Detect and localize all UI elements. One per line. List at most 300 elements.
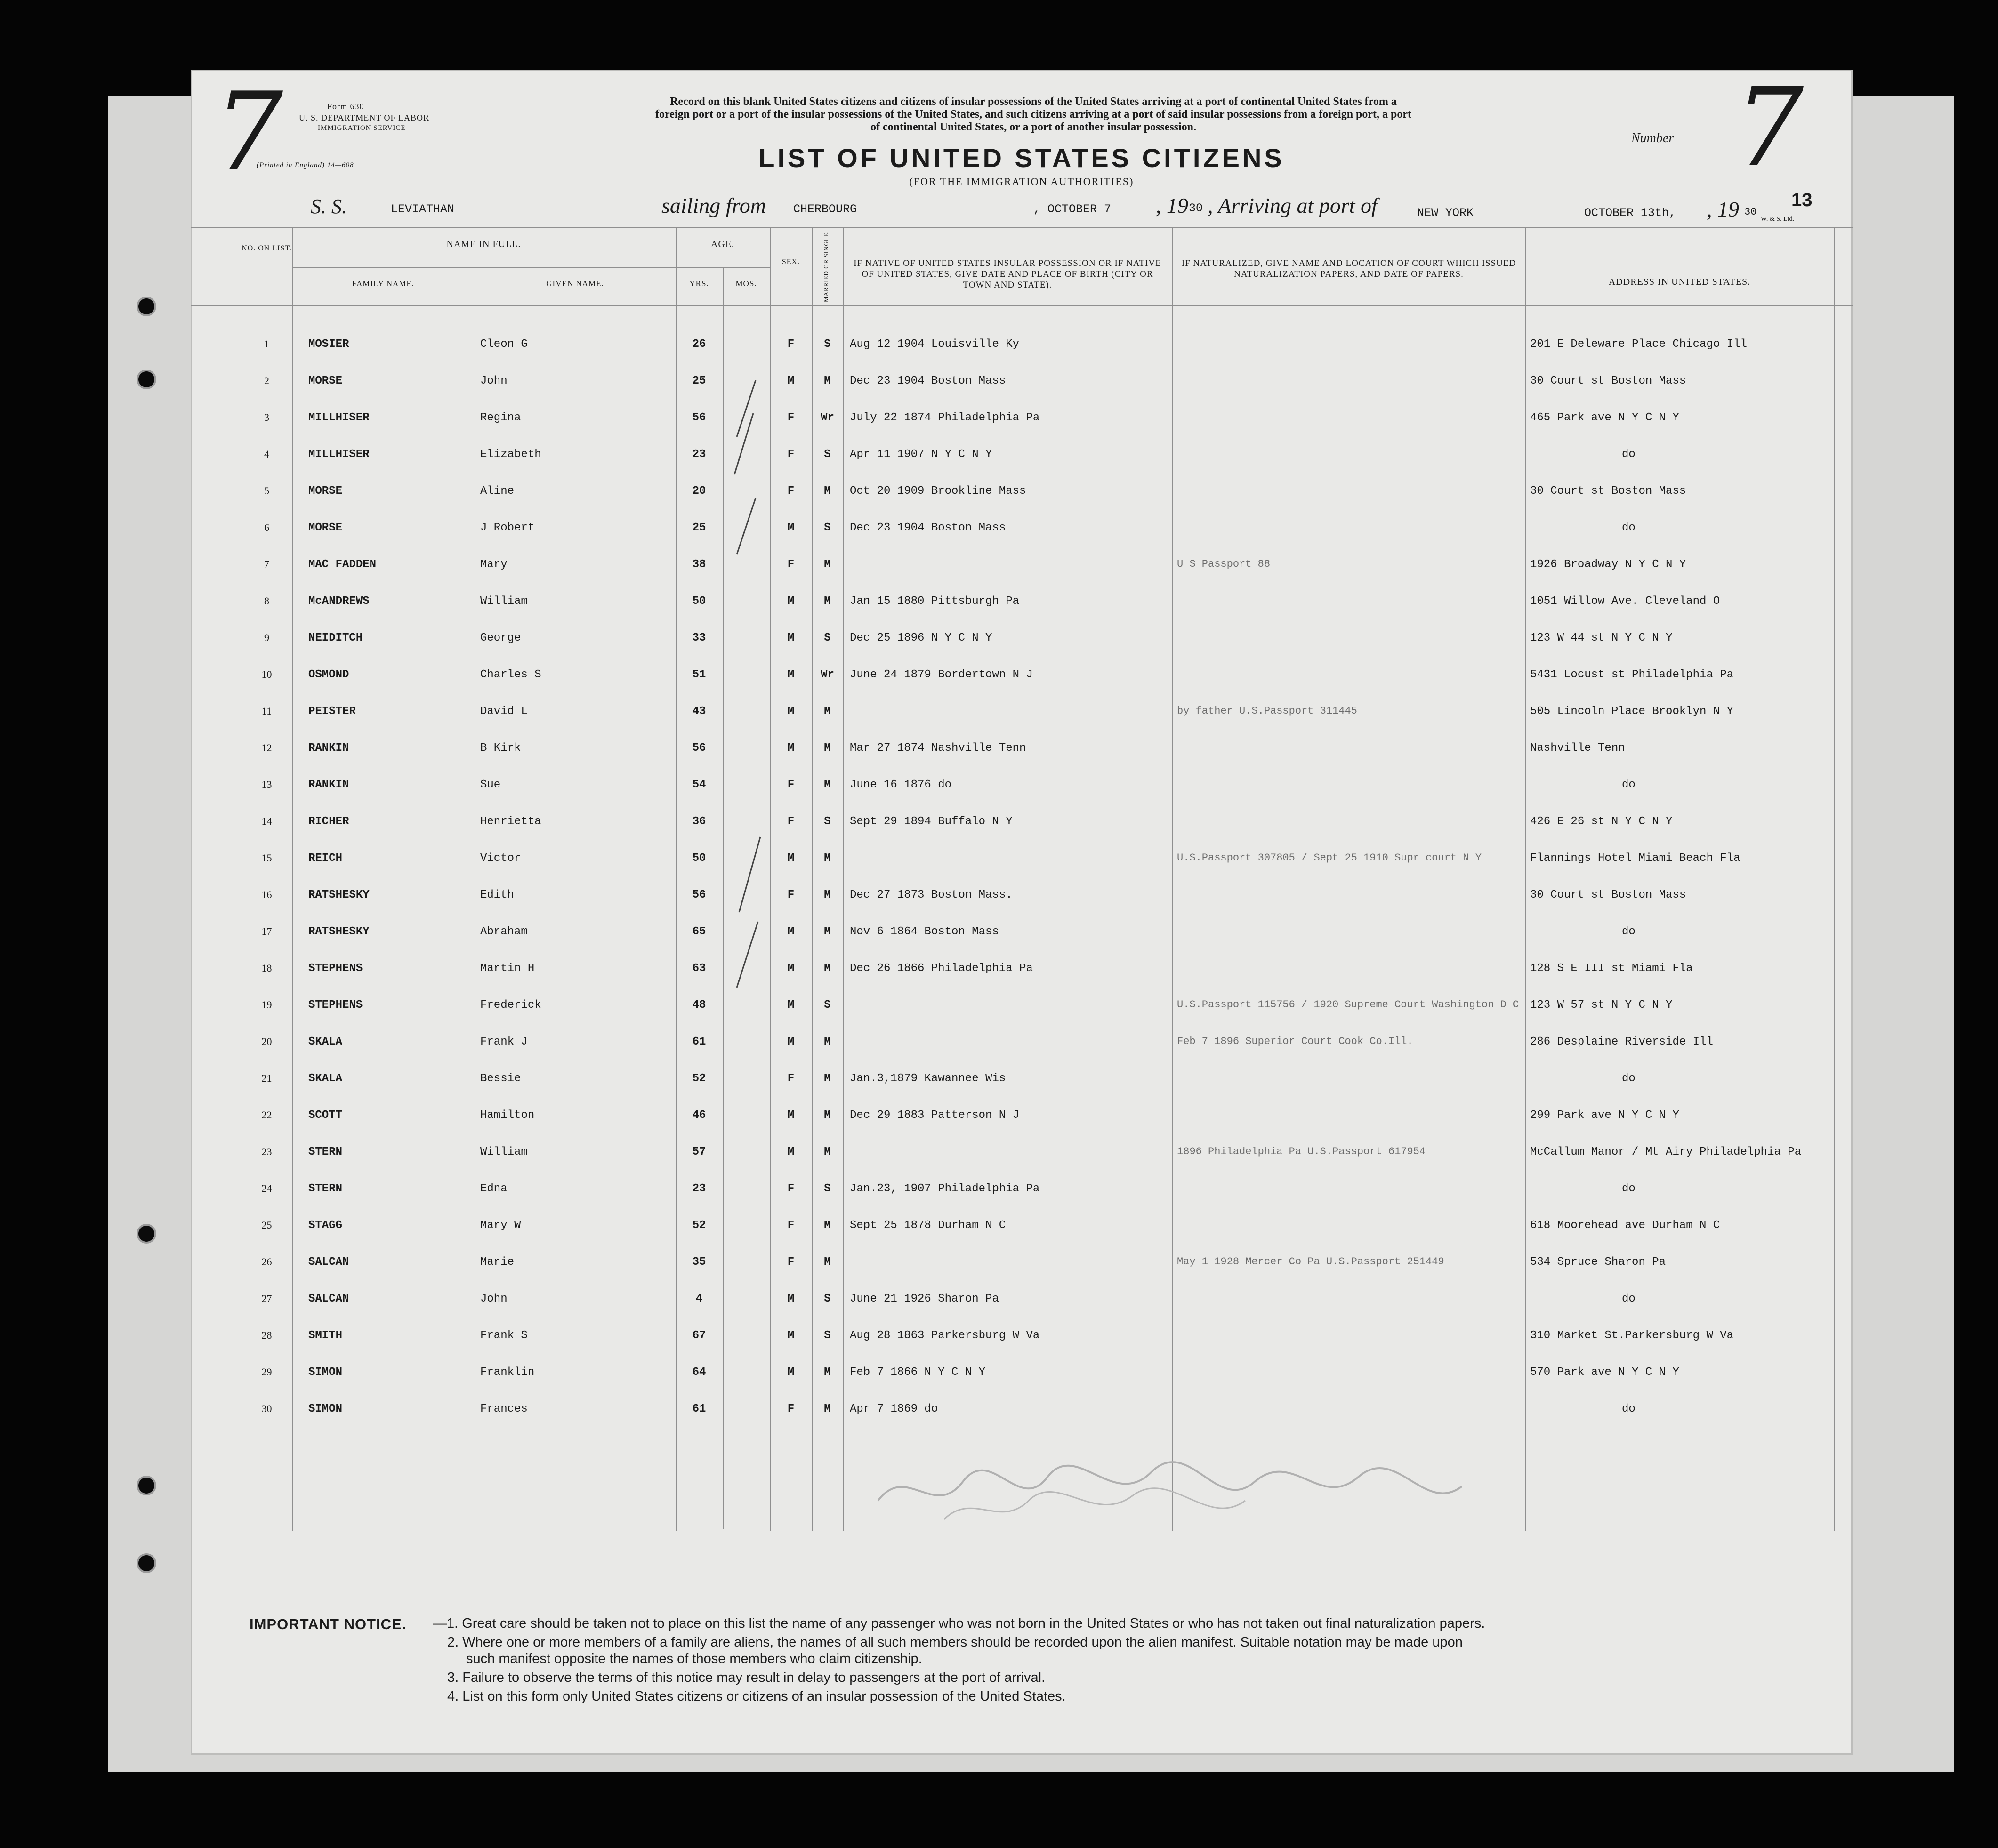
header-sex: SEX. xyxy=(781,258,800,266)
table-row xyxy=(191,1219,1998,1256)
cell-no: 3 xyxy=(264,411,269,423)
cell-ms: M xyxy=(824,1366,831,1379)
cell-ms: M xyxy=(824,375,831,387)
cell-nat: May 1 1928 Mercer Co Pa U.S.Passport 251449 xyxy=(1177,1256,1444,1268)
cell-sex: M xyxy=(787,1329,795,1342)
cell-ms: M xyxy=(824,962,831,975)
cell-birth: Aug 28 1863 Parkersburg W Va xyxy=(850,1329,1040,1342)
arrival-year: 30 xyxy=(1744,206,1757,218)
cell-birth: Dec 27 1873 Boston Mass. xyxy=(850,889,1013,901)
cell-family: PEISTER xyxy=(308,705,356,718)
cell-ms: S xyxy=(824,1293,831,1305)
table-row xyxy=(191,1329,1998,1366)
cell-no: 5 xyxy=(264,485,269,497)
table-row xyxy=(191,558,1998,595)
year-label: , 19 xyxy=(1156,193,1188,217)
cell-birth: Oct 20 1909 Brookline Mass xyxy=(850,485,1026,498)
cell-age: 56 xyxy=(692,411,706,424)
cell-sex: M xyxy=(787,962,795,975)
table-row xyxy=(191,1403,1998,1439)
cell-given: David L xyxy=(480,705,528,718)
cell-given: Frances xyxy=(480,1403,528,1415)
cell-sex: F xyxy=(787,1072,795,1085)
cell-sex: F xyxy=(787,1403,795,1415)
cell-ms: M xyxy=(824,595,831,608)
cell-age: 36 xyxy=(692,815,706,828)
cell-birth: Sept 29 1894 Buffalo N Y xyxy=(850,815,1013,828)
cell-ms: S xyxy=(824,448,831,461)
notice-line-1: —1. Great care should be taken not to place on this list the name of any passenger who was not born in the United States or who has not taken out final naturalization papers. xyxy=(433,1616,1485,1631)
cell-no: 25 xyxy=(261,1219,272,1231)
table-row xyxy=(191,999,1998,1036)
header-family-name: FAMILY NAME. xyxy=(352,279,415,288)
cell-family: MORSE xyxy=(308,522,343,534)
cell-given: Hamilton xyxy=(480,1109,535,1122)
binder-hole xyxy=(137,297,156,316)
cell-given: Victor xyxy=(480,852,521,865)
cell-given: Elizabeth xyxy=(480,448,541,461)
cell-no: 8 xyxy=(264,595,269,607)
cell-given: Cleon G xyxy=(480,338,528,351)
cell-family: RATSHESKY xyxy=(308,925,370,938)
cell-given: Mary W xyxy=(480,1219,521,1232)
printer-mark: W. & S. Ltd. xyxy=(1761,216,1795,223)
cell-birth: June 24 1879 Bordertown N J xyxy=(850,668,1033,681)
cell-given: Edith xyxy=(480,889,515,901)
cell-ms: M xyxy=(824,485,831,498)
table-row xyxy=(191,485,1998,522)
cell-sex: F xyxy=(787,338,795,351)
cell-birth: Jan.23, 1907 Philadelphia Pa xyxy=(850,1182,1040,1195)
cell-age: 23 xyxy=(692,448,706,461)
name-age-rule xyxy=(292,267,770,268)
cell-ms: M xyxy=(824,1109,831,1122)
table-row xyxy=(191,411,1998,448)
cell-no: 24 xyxy=(261,1182,272,1194)
departure-year: 30 xyxy=(1189,201,1203,215)
cell-sex: M xyxy=(787,522,795,534)
notice-label: IMPORTANT NOTICE. xyxy=(250,1616,407,1632)
cell-given: John xyxy=(480,1293,508,1305)
cell-age: 67 xyxy=(692,1329,706,1342)
table-row xyxy=(191,632,1998,668)
cell-family: SALCAN xyxy=(308,1293,349,1305)
notice-line-2b: such manifest opposite the names of those members who claim citizenship. xyxy=(466,1651,922,1666)
cell-family: RANKIN xyxy=(308,742,349,755)
table-row xyxy=(191,962,1998,999)
cell-sex: M xyxy=(787,925,795,938)
cell-address: McCallum Manor / Mt Airy Philadelphia Pa xyxy=(1530,1146,1802,1158)
cell-given: Edna xyxy=(480,1182,508,1195)
cell-sex: M xyxy=(787,999,795,1012)
record-line-1: Record on this blank United States citizens and citizens of insular possessions of the United States arriving at a port of continental United States from a xyxy=(670,96,1397,108)
cell-family: MILLHISER xyxy=(308,448,370,461)
cell-ms: M xyxy=(824,705,831,718)
header-native-birth: IF NATIVE OF UNITED STATES INSULAR POSSESSION OR IF NATIVE OF UNITED STATES, GIVE DATE AND PLACE OF BIRTH (CITY OR TOWN AND STATE). xyxy=(854,258,1161,290)
cell-birth: June 16 1876 do xyxy=(850,779,952,791)
cell-age: 63 xyxy=(692,962,706,975)
cell-age: 33 xyxy=(692,632,706,644)
table-row xyxy=(191,1182,1998,1219)
record-line-2: foreign port or a port of the insular possessions of the United States, and such citizens arriving at a port of said insular possessions from a foreign port, a port xyxy=(655,108,1412,121)
cell-ms: M xyxy=(824,1219,831,1232)
cell-birth: Mar 27 1874 Nashville Tenn xyxy=(850,742,1026,755)
table-row xyxy=(191,595,1998,632)
cell-sex: F xyxy=(787,448,795,461)
cell-nat: 1896 Philadelphia Pa U.S.Passport 617954 xyxy=(1177,1146,1426,1157)
header-mos: MOS. xyxy=(735,279,757,288)
cell-sex: M xyxy=(787,668,795,681)
cell-address: do xyxy=(1622,1293,1635,1305)
cell-no: 23 xyxy=(261,1146,272,1157)
cell-no: 13 xyxy=(261,779,272,790)
arrival-year-label: , 19 xyxy=(1707,197,1739,221)
cell-given: Marie xyxy=(480,1256,515,1269)
cell-address: 465 Park ave N Y C N Y xyxy=(1530,411,1679,424)
cell-birth: Dec 23 1904 Boston Mass xyxy=(850,522,1006,534)
cell-birth: June 21 1926 Sharon Pa xyxy=(850,1293,999,1305)
cell-ms: M xyxy=(824,889,831,901)
department: U. S. DEPARTMENT OF LABOR xyxy=(299,113,429,122)
cell-birth: Feb 7 1866 N Y C N Y xyxy=(850,1366,986,1379)
cell-age: 50 xyxy=(692,852,706,865)
cell-family: MORSE xyxy=(308,375,343,387)
header-bottom-rule xyxy=(191,305,1853,306)
cell-nat: U S Passport 88 xyxy=(1177,558,1271,570)
table-row xyxy=(191,889,1998,925)
table-row xyxy=(191,1072,1998,1109)
arrival-port: NEW YORK xyxy=(1417,206,1474,220)
cell-age: 64 xyxy=(692,1366,706,1379)
header-age: AGE. xyxy=(710,239,735,249)
cell-address: 618 Moorehead ave Durham N C xyxy=(1530,1219,1720,1232)
table-row xyxy=(191,852,1998,889)
cell-ms: S xyxy=(824,522,831,534)
cell-address: 123 W 57 st N Y C N Y xyxy=(1530,999,1673,1012)
cell-address: 299 Park ave N Y C N Y xyxy=(1530,1109,1679,1122)
cell-ms: S xyxy=(824,632,831,644)
cell-sex: M xyxy=(787,375,795,387)
cell-no: 11 xyxy=(261,705,272,717)
cell-family: NEIDITCH xyxy=(308,632,363,644)
cell-sex: M xyxy=(787,705,795,718)
table-row xyxy=(191,779,1998,815)
cell-ms: S xyxy=(824,338,831,351)
cell-address: 30 Court st Boston Mass xyxy=(1530,375,1686,387)
table-row xyxy=(191,1366,1998,1403)
ship-name: LEVIATHAN xyxy=(391,202,455,216)
notice-line-3: 3. Failure to observe the terms of this notice may result in delay to passengers at the port of arrival. xyxy=(447,1670,1046,1685)
table-row xyxy=(191,375,1998,411)
arrival-date: OCTOBER 13th, xyxy=(1584,206,1676,220)
header-given-name: GIVEN NAME. xyxy=(546,279,604,288)
cell-age: 56 xyxy=(692,889,706,901)
cell-address: 5431 Locust st Philadelphia Pa xyxy=(1530,668,1734,681)
cell-family: McANDREWS xyxy=(308,595,370,608)
cell-age: 46 xyxy=(692,1109,706,1122)
cell-address: do xyxy=(1622,1403,1635,1415)
cell-ms: S xyxy=(824,1182,831,1195)
cell-given: Regina xyxy=(480,411,521,424)
cell-nat: Feb 7 1896 Superior Court Cook Co.Ill. xyxy=(1177,1036,1413,1047)
cell-given: William xyxy=(480,1146,528,1158)
check-marks xyxy=(727,319,779,1025)
cell-ms: S xyxy=(824,815,831,828)
cell-address: 1051 Willow Ave. Cleveland O xyxy=(1530,595,1720,608)
cell-birth: Dec 23 1904 Boston Mass xyxy=(850,375,1006,387)
cell-given: B Kirk xyxy=(480,742,521,755)
cell-age: 20 xyxy=(692,485,706,498)
cell-no: 10 xyxy=(261,668,272,680)
cell-no: 29 xyxy=(261,1366,272,1378)
cell-address: 505 Lincoln Place Brooklyn N Y xyxy=(1530,705,1734,718)
cell-no: 19 xyxy=(261,999,272,1011)
cell-address: do xyxy=(1622,779,1635,791)
cell-ms: S xyxy=(824,1329,831,1342)
cell-no: 9 xyxy=(264,632,269,643)
table-row xyxy=(191,815,1998,852)
cell-address: do xyxy=(1622,448,1635,461)
cell-address: do xyxy=(1622,1182,1635,1195)
form-title: LIST OF UNITED STATES CITIZENS xyxy=(758,143,1285,173)
cell-no: 15 xyxy=(261,852,272,864)
cell-ms: M xyxy=(824,1403,831,1415)
cell-address: Nashville Tenn xyxy=(1530,742,1625,755)
cell-birth: Jan.3,1879 Kawannee Wis xyxy=(850,1072,1006,1085)
ss-label: S. S. xyxy=(311,195,347,218)
cell-given: Sue xyxy=(480,779,501,791)
cell-family: MORSE xyxy=(308,485,343,498)
cell-address: 128 S E III st Miami Fla xyxy=(1530,962,1693,975)
binder-hole xyxy=(137,1553,156,1573)
cell-given: Aline xyxy=(480,485,515,498)
cell-family: RATSHESKY xyxy=(308,889,370,901)
cell-given: George xyxy=(480,632,521,644)
handwritten-list-number-left: 7 xyxy=(214,70,283,195)
notice-line-2: 2. Where one or more members of a family are aliens, the names of all such members should be recorded upon the alien manifest. Suitable notation may be made upon xyxy=(447,1635,1463,1650)
cell-sex: M xyxy=(787,595,795,608)
form-number: Form 630 xyxy=(327,102,364,111)
cell-family: SIMON xyxy=(308,1403,343,1415)
cell-no: 30 xyxy=(261,1403,272,1414)
cell-nat: by father U.S.Passport 311445 xyxy=(1177,705,1357,717)
cell-ms: S xyxy=(824,999,831,1012)
cell-no: 6 xyxy=(264,522,269,533)
cell-ms: M xyxy=(824,742,831,755)
cell-given: Abraham xyxy=(480,925,528,938)
cell-birth: Dec 26 1866 Philadelphia Pa xyxy=(850,962,1033,975)
cell-ms: M xyxy=(824,925,831,938)
cell-address: 534 Spruce Sharon Pa xyxy=(1530,1256,1666,1269)
record-line-3: of continental United States, or a port of another insular possession. xyxy=(870,121,1197,133)
table-row xyxy=(191,1036,1998,1072)
binder-hole xyxy=(137,370,156,389)
table-row xyxy=(191,742,1998,779)
header-naturalized: IF NATURALIZED, GIVE NAME AND LOCATION OF COURT WHICH ISSUED NATURALIZATION PAPERS, AND DATE OF PAPERS. xyxy=(1181,258,1516,279)
record-instructions xyxy=(539,96,1528,134)
cell-age: 35 xyxy=(692,1256,706,1269)
cell-address: 123 W 44 st N Y C N Y xyxy=(1530,632,1673,644)
cell-address: 30 Court st Boston Mass xyxy=(1530,889,1686,901)
cell-age: 61 xyxy=(692,1403,706,1415)
binder-hole xyxy=(137,1476,156,1495)
cell-sex: M xyxy=(787,1036,795,1048)
cell-birth: Apr 11 1907 N Y C N Y xyxy=(850,448,992,461)
cell-address: 426 E 26 st N Y C N Y xyxy=(1530,815,1673,828)
table-top-rule xyxy=(191,227,1853,228)
cell-address: 310 Market St.Parkersburg W Va xyxy=(1530,1329,1734,1342)
cell-family: STEPHENS xyxy=(308,962,363,975)
cell-no: 26 xyxy=(261,1256,272,1268)
table-row xyxy=(191,1256,1998,1293)
departure-port: CHERBOURG xyxy=(793,202,857,216)
cell-sex: F xyxy=(787,1219,795,1232)
cell-address: 1926 Broadway N Y C N Y xyxy=(1530,558,1686,571)
cell-ms: M xyxy=(824,779,831,791)
table-row xyxy=(191,338,1998,375)
cell-no: 12 xyxy=(261,742,272,754)
table-row xyxy=(191,1109,1998,1146)
cell-age: 25 xyxy=(692,522,706,534)
binder-hole xyxy=(137,1224,156,1244)
number-label: Number xyxy=(1631,131,1674,145)
cell-family: STAGG xyxy=(308,1219,343,1232)
cell-address: 201 E Deleware Place Chicago Ill xyxy=(1530,338,1747,351)
notice-line-4: 4. List on this form only United States citizens or citizens of an insular possession of the United States. xyxy=(447,1689,1066,1704)
cell-no: 21 xyxy=(261,1072,272,1084)
cell-nat: U.S.Passport 307805 / Sept 25 1910 Supr court N Y xyxy=(1177,852,1482,864)
cell-family: SKALA xyxy=(308,1036,343,1048)
header-no: NO. ON LIST. xyxy=(242,244,292,252)
cell-family: MILLHISER xyxy=(308,411,370,424)
cell-ms: M xyxy=(824,1256,831,1269)
cell-age: 52 xyxy=(692,1219,706,1232)
cell-no: 17 xyxy=(261,925,272,937)
cell-age: 57 xyxy=(692,1146,706,1158)
cell-age: 56 xyxy=(692,742,706,755)
cell-birth: Jan 15 1880 Pittsburgh Pa xyxy=(850,595,1020,608)
table-row xyxy=(191,1293,1998,1329)
cell-family: SIMON xyxy=(308,1366,343,1379)
cell-family: SALCAN xyxy=(308,1256,349,1269)
cell-sex: M xyxy=(787,1366,795,1379)
cell-given: Bessie xyxy=(480,1072,521,1085)
cell-no: 20 xyxy=(261,1036,272,1047)
cell-ms: Wr xyxy=(821,668,834,681)
header-married-single: MARRIED OR SINGLE. xyxy=(822,231,830,302)
cell-age: 51 xyxy=(692,668,706,681)
cell-age: 48 xyxy=(692,999,706,1012)
cell-sex: F xyxy=(787,411,795,424)
cell-given: Frank J xyxy=(480,1036,528,1048)
cell-given: Franklin xyxy=(480,1366,535,1379)
table-row xyxy=(191,705,1998,742)
cell-ms: M xyxy=(824,1146,831,1158)
cell-ms: Wr xyxy=(821,411,834,424)
cell-family: SMITH xyxy=(308,1329,343,1342)
cell-age: 26 xyxy=(692,338,706,351)
page-number: 13 xyxy=(1791,190,1813,210)
cell-address: Flannings Hotel Miami Beach Fla xyxy=(1530,852,1740,865)
form-subtitle: (FOR THE IMMIGRATION AUTHORITIES) xyxy=(909,176,1134,187)
cell-given: Henrietta xyxy=(480,815,541,828)
cell-address: do xyxy=(1622,522,1635,534)
cell-address: 30 Court st Boston Mass xyxy=(1530,485,1686,498)
cell-no: 2 xyxy=(264,375,269,386)
cell-family: SCOTT xyxy=(308,1109,343,1122)
cell-age: 65 xyxy=(692,925,706,938)
table-row xyxy=(191,925,1998,962)
signature-stamp xyxy=(850,1444,1509,1538)
cell-nat: U.S.Passport 115756 / 1920 Supreme Court Washington D C xyxy=(1177,999,1519,1011)
header-address: ADDRESS IN UNITED STATES. xyxy=(1608,277,1751,287)
cell-given: Mary xyxy=(480,558,508,571)
cell-family: REICH xyxy=(308,852,343,865)
cell-family: STEPHENS xyxy=(308,999,363,1012)
cell-ms: M xyxy=(824,1072,831,1085)
cell-birth: Dec 29 1883 Patterson N J xyxy=(850,1109,1020,1122)
cell-given: John xyxy=(480,375,508,387)
printed-note: (Printed in England) 14—608 xyxy=(257,161,354,169)
cell-family: MOSIER xyxy=(308,338,349,351)
cell-birth: Aug 12 1904 Louisville Ky xyxy=(850,338,1020,351)
cell-birth: Dec 25 1896 N Y C N Y xyxy=(850,632,992,644)
cell-no: 16 xyxy=(261,889,272,900)
table-row xyxy=(191,522,1998,558)
cell-no: 22 xyxy=(261,1109,272,1121)
arriving-label: , Arriving at port of xyxy=(1208,193,1378,217)
handwritten-list-number-right: 7 xyxy=(1735,65,1804,191)
cell-family: RICHER xyxy=(308,815,349,828)
cell-no: 14 xyxy=(261,815,272,827)
cell-family: OSMOND xyxy=(308,668,349,681)
cell-birth: Nov 6 1864 Boston Mass xyxy=(850,925,999,938)
cell-age: 23 xyxy=(692,1182,706,1195)
table-row xyxy=(191,448,1998,485)
cell-age: 43 xyxy=(692,705,706,718)
cell-no: 1 xyxy=(264,338,269,350)
cell-given: Charles S xyxy=(480,668,541,681)
cell-sex: F xyxy=(787,889,795,901)
table-row xyxy=(191,668,1998,705)
cell-sex: M xyxy=(787,632,795,644)
cell-sex: M xyxy=(787,852,795,865)
cell-age: 54 xyxy=(692,779,706,791)
cell-sex: F xyxy=(787,558,795,571)
departure-date: , OCTOBER 7 xyxy=(1033,202,1112,216)
cell-ms: M xyxy=(824,852,831,865)
cell-no: 28 xyxy=(261,1329,272,1341)
cell-no: 27 xyxy=(261,1293,272,1304)
cell-sex: F xyxy=(787,815,795,828)
cell-given: Frederick xyxy=(480,999,541,1012)
cell-address: 570 Park ave N Y C N Y xyxy=(1530,1366,1679,1379)
cell-birth: July 22 1874 Philadelphia Pa xyxy=(850,411,1040,424)
cell-age: 61 xyxy=(692,1036,706,1048)
cell-sex: M xyxy=(787,1109,795,1122)
cell-given: Frank S xyxy=(480,1329,528,1342)
header-yrs: YRS. xyxy=(689,279,709,288)
cell-sex: F xyxy=(787,485,795,498)
cell-no: 18 xyxy=(261,962,272,974)
service: IMMIGRATION SERVICE xyxy=(318,124,406,132)
cell-address: do xyxy=(1622,1072,1635,1085)
cell-ms: M xyxy=(824,558,831,571)
cell-sex: F xyxy=(787,1182,795,1195)
cell-given: J Robert xyxy=(480,522,535,534)
cell-sex: M xyxy=(787,1146,795,1158)
table-row xyxy=(191,1146,1998,1182)
